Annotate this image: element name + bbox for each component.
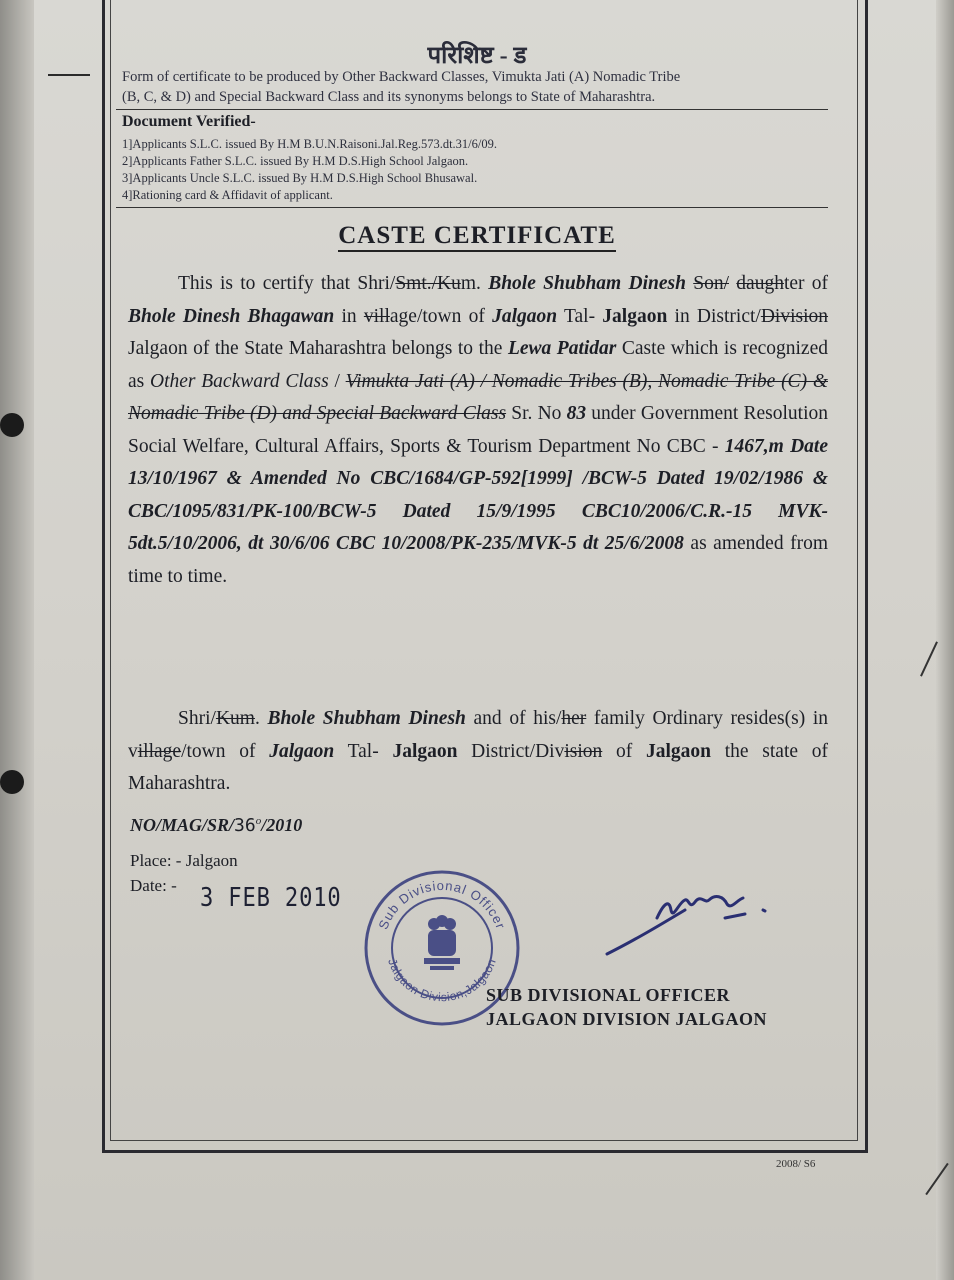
- form-description-line-1: Form of certificate to be produced by Other Backward Classes, Vimukta Jati (A) Nomadic Tribe: [122, 69, 681, 85]
- date-stamp: 3 FEB 2010: [200, 883, 342, 913]
- punch-hole: [0, 770, 24, 794]
- document-item: 1]Applicants S.L.C. issued By H.M B.U.N.Raisoni.Jal.Reg.573.dt.31/6/09.: [122, 137, 497, 151]
- appendix-title: परिशिष्ट - ड: [427, 43, 527, 69]
- form-description-line-2: (B, C, & D) and Special Backward Class and its synonyms belongs to State of Maharashtra.: [122, 89, 656, 105]
- page-left-edge-shadow: [0, 0, 34, 1280]
- place-line: Place: - Jalgaon: [130, 851, 238, 870]
- divider: [116, 109, 828, 110]
- signature: [605, 880, 775, 960]
- officer-title: SUB DIVISIONAL OFFICER: [486, 985, 731, 1005]
- punch-hole: [0, 413, 24, 437]
- document-item: 4]Rationing card & Affidavit of applicant.: [122, 188, 333, 202]
- margin-mark: [48, 74, 90, 76]
- officer-office: JALGAON DIVISION JALGAON: [486, 1009, 768, 1029]
- seal-text-bottom: Jalgaon Division,Jalgaon: [385, 956, 499, 1005]
- footer-code: 2008/ S6: [776, 1158, 816, 1170]
- reference-number: NO/MAG/SR/36$^o$/2010: [130, 815, 303, 836]
- documents-heading: Document Verified-: [122, 113, 256, 130]
- emblem-icon: [424, 915, 460, 970]
- document-item: 2]Applicants Father S.L.C. issued By H.M D.S.High School Jalgaon.: [122, 154, 469, 168]
- certificate-paragraph-2: Shri/Kum. Bhole Shubham Dinesh and of his/her family Ordinary resides(s) in village/town of Jalgaon Tal- Jalgaon District/Division of Jalgaon the state of Maharashtra.: [128, 708, 829, 794]
- date-label: Date: -: [130, 876, 177, 895]
- divider: [116, 207, 828, 208]
- certificate-title: CASTE CERTIFICATE: [0, 222, 954, 250]
- page-right-edge-shadow: [936, 0, 954, 1280]
- document-item: 3]Applicants Uncle S.L.C. issued By H.M D.S.High School Bhusawal.: [122, 171, 478, 185]
- certificate-paragraph-1: This is to certify that Shri/Smt./Kum. Bhole Shubham Dinesh Son/ daughter of Bhole Dinesh Bhagawan in village/town of Jalgaon Tal- Jalgaon in District/Division Jalgaon of the State Maharashtra belongs to the Lewa Patidar Caste which is recognized as Other Backward Class / Vimukta Jati (A) / Nomadic Tribes (B), Nomadic Tribe (C) & Nomadic Tribe (D) and Special Backward Class Sr. No 83 under Government Resolution Social Welfare, Cultural Affairs, Sports & Tourism Department No CBC - 1467,m Date 13/10/1967 & Amended No CBC/1684/GP-592[1999] /BCW-5 Dated 19/02/1986 & CBC/1095/831/PK-100/BCW-5 Dated 15/9/1995 CBC10/2006/C.R.-15 MVK-5dt.5/10/2006, dt 30/6/06 CBC 10/2008/PK-235/MVK-5 dt 25/6/2008 as amended from time to time.: [128, 273, 829, 587]
- seal-text-top: Sub Divisional Officer: [375, 877, 509, 932]
